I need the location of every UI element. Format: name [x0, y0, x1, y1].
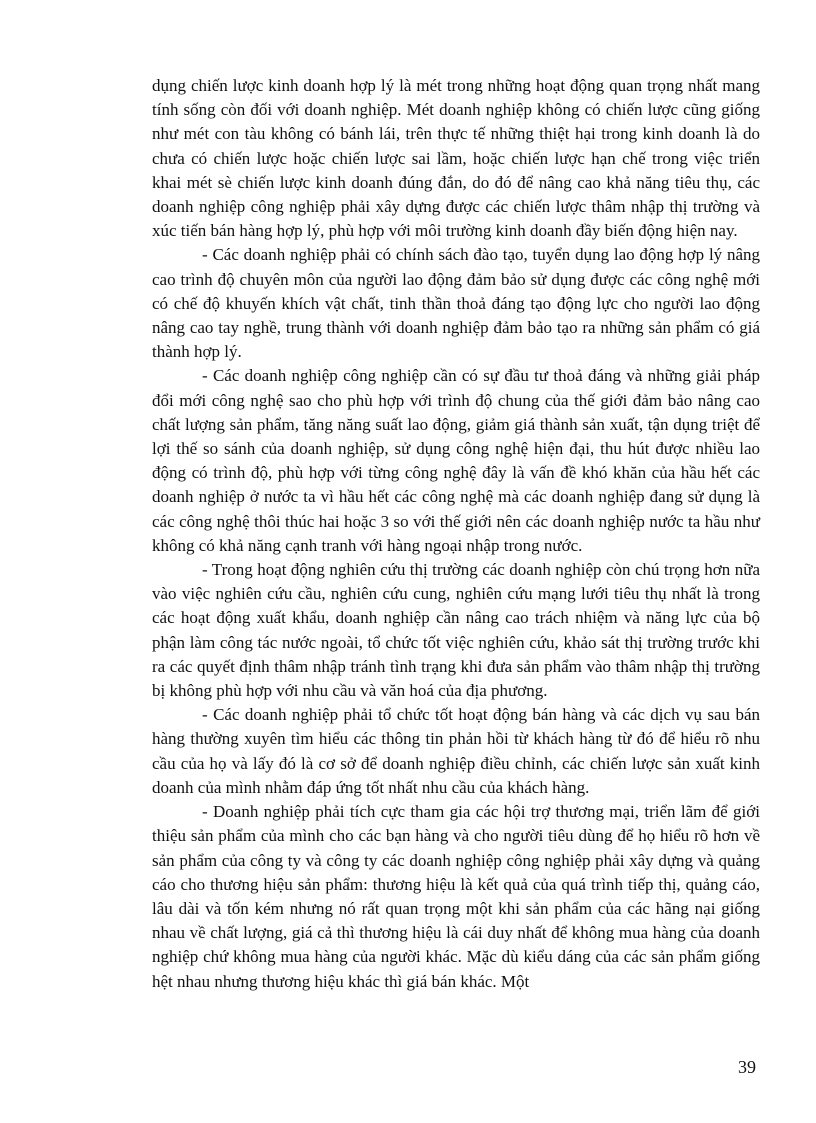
- page-number: 39: [738, 1057, 756, 1077]
- paragraph-market-research: - Trong hoạt động nghiên cứu thị trường các doanh nghiệp còn chú trọng hơn nữa vào việc nghiên cứu cầu, nghiên cứu cung, nghiên cứu mạng lưới tiêu thụ nhất là trong các hoạt động xuất khẩu, doanh nghiệp cần nâng cao trách nhiệm và năng lực của bộ phận làm công tác nước ngoài, tổ chức tốt việc nghiên cứu, khảo sát thị trường trước khi ra các quyết định thâm nhập tránh tình trạng khi đưa sản phẩm vào thâm nhập thị trường bị không phù hợp với nhu cầu và văn hoá của địa phương.: [152, 560, 760, 701]
- paragraph-trade-fairs-branding: - Doanh nghiệp phải tích cực tham gia các hội trợ thương mại, triển lãm để giới thiệu sản phẩm của mình cho các bạn hàng và cho người tiêu dùng để họ hiểu rõ hơn về sản phẩm của công ty và công ty các doanh nghiệp công nghiệp phải xây dựng và quảng cáo cho thương hiệu sản phẩm: thương hiệu là kết quả của quá trình tiếp thị, quảng cáo, lâu dài và tốn kém nhưng nó rất quan trọng một khi sản phẩm của các hãng nại giống nhau về chất lượng, giá cả thì thương hiệu là cái duy nhất để không mua hàng của doanh nghiệp chứ không mua hàng của người khác. Mặc dù kiểu dáng của các sản phẩm giống hệt nhau nhưng thương hiệu khác thì giá bán khác. Một: [152, 802, 760, 991]
- body-text: [152, 74, 760, 994]
- paragraph-technology-investment: - Các doanh nghiệp công nghiệp cần có sự đầu tư thoả đáng và những giải pháp đổi mới công nghệ sao cho phù hợp với trình độ chung của thế giới đảm bảo nâng cao chất lượng sản phẩm, tăng năng suất lao động, giảm giá thành sản xuất, tận dụng triệt để lợi thế so sánh của doanh nghiệp, sử dụng công nghệ hiện đại, thu hút được nhiều lao động có trình độ, phù hợp với từng công nghệ đây là vấn đề khó khăn của hầu hết các doanh nghiệp ở nước ta vì hầu hết các công nghệ mà các doanh nghiệp đang sử dụng là các công nghệ thôi thúc hai hoặc 3 so với thế giới nên các doanh nghiệp nước ta hầu như không có khả năng cạnh tranh với hàng ngoại nhập trong nước.: [152, 366, 760, 555]
- paragraph-continuation: dụng chiến lược kinh doanh hợp lý là mét trong những hoạt động quan trọng nhất mang tính sống còn đối với doanh nghiệp. Mét doanh nghiệp không có chiến lược cũng giống như mét con tàu không có bánh lái, trên thực tế những thiệt hại trong kinh doanh là do chưa có chiến lược hoặc chiến lược sai lầm, hoặc chiến lược hạn chế trong việc triển khai mét sè chiến lược kinh doanh đúng đắn, do đó để nâng cao khả năng tiêu thụ, các doanh nghiệp công nghiệp phải xây dựng được các chiến lược thâm nhập thị trường và xúc tiến bán hàng hợp lý, phù hợp với môi trường kinh doanh đầy biến động hiện nay.: [152, 76, 760, 241]
- paragraph-sales-service: - Các doanh nghiệp phải tổ chức tốt hoạt động bán hàng và các dịch vụ sau bán hàng thường xuyên tìm hiểu các thông tin phản hồi từ khách hàng từ đó để hiểu rõ nhu cầu của họ và lấy đó là cơ sở để doanh nghiệp điều chỉnh, các chiến lược sản xuất kinh doanh của mình nhằm đáp ứng tốt nhất nhu cầu của khách hàng.: [152, 705, 760, 797]
- paragraph-training-policy: - Các doanh nghiệp phải có chính sách đào tạo, tuyển dụng lao động hợp lý nâng cao trình độ chuyên môn của người lao động đảm bảo sử dụng được các công nghệ mới có chế độ khuyến khích vật chất, tinh thần thoả đáng tạo động lực cho người lao động nâng cao tay nghề, trung thành với doanh nghiệp đảm bảo tạo ra những sản phẩm có giá thành hợp lý.: [152, 245, 760, 362]
